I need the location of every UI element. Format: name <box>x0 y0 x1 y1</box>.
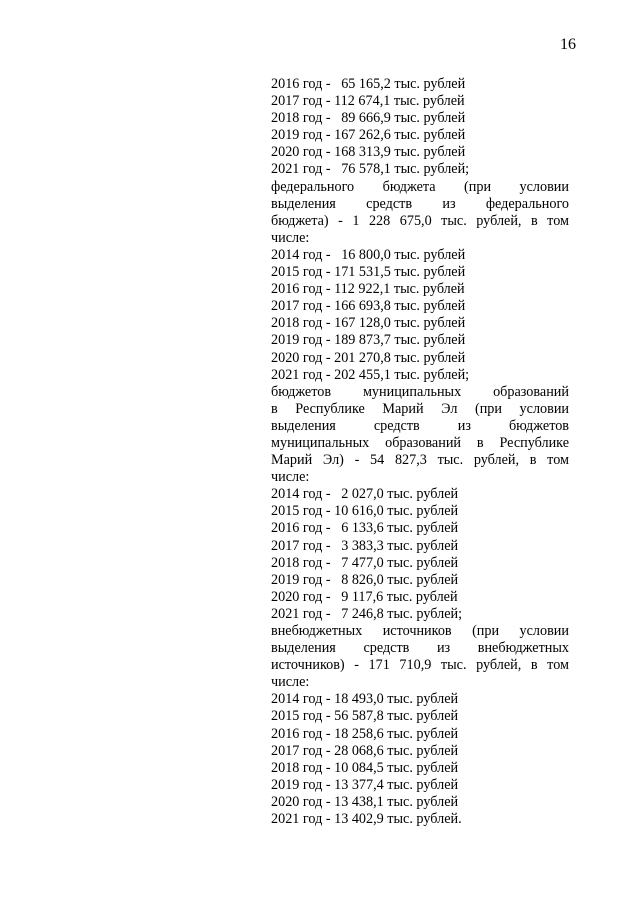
text-line: 2021 год - 202 455,1 тыс. рублей; <box>271 366 470 383</box>
text-line: муниципальных образований в Республике <box>271 434 569 451</box>
text-line: выделения средств из федерального <box>271 195 569 212</box>
text-line: 2019 год - 167 262,6 тыс. рублей <box>271 127 466 144</box>
text-line: 2014 год - 18 493,0 тыс. рублей <box>271 691 459 708</box>
text-line: 2021 год - 76 578,1 тыс. рублей; <box>271 161 470 178</box>
text-line: выделения средств из внебюджетных <box>271 640 569 657</box>
text-line: в Республике Марий Эл (при условии <box>271 400 569 417</box>
text-line: 2016 год - 112 922,1 тыс. рублей <box>271 281 465 298</box>
text-line: 2016 год - 65 165,2 тыс. рублей <box>271 76 466 92</box>
text-line: 2018 год - 7 477,0 тыс. рублей <box>271 554 459 571</box>
text-line: федерального бюджета (при условии <box>271 178 569 195</box>
text-line: 2018 год - 10 084,5 тыс. рублей <box>271 759 459 776</box>
text-line: бюджетов муниципальных образований <box>271 383 569 400</box>
text-line: Марий Эл) - 54 827,3 тыс. рублей, в том <box>271 452 569 469</box>
text-line: числе: <box>271 469 310 486</box>
text-line: 2017 год - 166 693,8 тыс. рублей <box>271 298 466 315</box>
text-line: 2021 год - 7 246,8 тыс. рублей; <box>271 605 463 622</box>
text-line: выделения средств из бюджетов <box>271 417 569 434</box>
text-line: 2019 год - 189 873,7 тыс. рублей <box>271 332 466 349</box>
text-line: числе: <box>271 229 310 246</box>
text-line: 2020 год - 201 270,8 тыс. рублей <box>271 349 466 366</box>
page-number: 16 <box>560 36 576 53</box>
text-line: 2018 год - 89 666,9 тыс. рублей <box>271 110 466 127</box>
text-line: 2017 год - 28 068,6 тыс. рублей <box>271 742 459 759</box>
text-line: числе: <box>271 674 310 691</box>
text-line: 2016 год - 6 133,6 тыс. рублей <box>271 520 459 537</box>
text-line: 2020 год - 168 313,9 тыс. рублей <box>271 144 466 161</box>
text-line: бюджета) - 1 228 675,0 тыс. рублей, в том <box>271 212 569 229</box>
text-line: 2015 год - 10 616,0 тыс. рублей <box>271 503 459 520</box>
text-line: 2020 год - 13 438,1 тыс. рублей <box>271 793 459 810</box>
text-line: 2019 год - 8 826,0 тыс. рублей <box>271 571 459 588</box>
document-text-column <box>271 76 569 828</box>
text-line: 2015 год - 56 587,8 тыс. рублей <box>271 708 459 725</box>
text-line: 2016 год - 18 258,6 тыс. рублей <box>271 725 459 742</box>
text-line: 2020 год - 9 117,6 тыс. рублей <box>271 588 458 605</box>
text-line: 2017 год - 3 383,3 тыс. рублей <box>271 537 459 554</box>
text-line: 2017 год - 112 674,1 тыс. рублей <box>271 93 465 110</box>
text-line: 2021 год - 13 402,9 тыс. рублей. <box>271 811 462 828</box>
text-line: 2019 год - 13 377,4 тыс. рублей <box>271 776 459 793</box>
text-line: внебюджетных источников (при условии <box>271 623 569 639</box>
text-line: источников) - 171 710,9 тыс. рублей, в том <box>271 657 569 674</box>
text-line: 2015 год - 171 531,5 тыс. рублей <box>271 264 466 281</box>
text-line: 2014 год - 2 027,0 тыс. рублей <box>271 486 459 503</box>
text-line: 2018 год - 167 128,0 тыс. рублей <box>271 315 466 332</box>
text-line: 2014 год - 16 800,0 тыс. рублей <box>271 246 466 263</box>
